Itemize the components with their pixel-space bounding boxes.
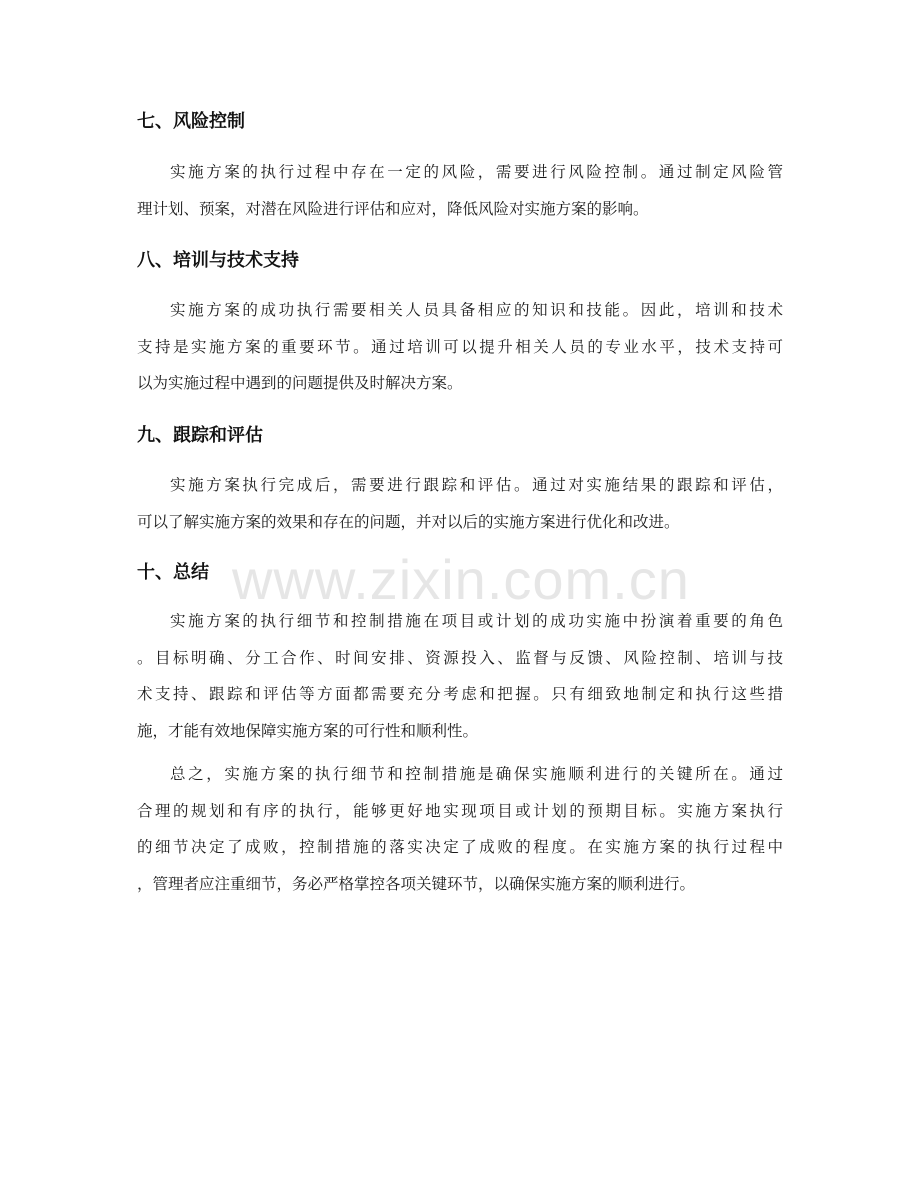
paragraph-risk-control — [137, 154, 783, 227]
paragraph-line: 的细节决定了成败，控制措施的落实决定了成败的程度。在实施方案的执行过程中 — [137, 838, 783, 856]
paragraph-line: 合理的规划和有序的执行，能够更好地实现项目或计划的预期目标。实施方案执行 — [137, 801, 783, 820]
section-heading-summary: 十、总结 — [137, 562, 209, 583]
paragraph-training — [137, 292, 783, 402]
paragraph-line: 理计划、预案，对潜在风险进行评估和应对，降低风险对实施方案的影响。 — [137, 199, 649, 218]
paragraph-summary-2 — [137, 756, 783, 902]
paragraph-line: 可以了解实施方案的效果和存在的问题，并对以后的实施方案进行优化和改进。 — [137, 512, 680, 531]
section-heading-training: 八、培训与技术支持 — [137, 250, 299, 271]
paragraph-line: 实施方案的执行细节和控制措施在项目或计划的成功实施中扮演着重要的角色 — [170, 612, 783, 630]
section-heading-risk-control: 七、风险控制 — [137, 111, 245, 132]
paragraph-line: 实施方案执行完成后，需要进行跟踪和评估。通过对实施结果的跟踪和评估， — [170, 476, 783, 494]
paragraph-line: 。目标明确、分工合作、时间安排、资源投入、监督与反馈、风险控制、培训与技 — [137, 648, 783, 667]
paragraph-line: 术支持、跟踪和评估等方面都需要充分考虑和把握。只有细致地制定和执行这些措 — [137, 685, 783, 703]
paragraph-line: ，管理者应注重细节，务必严格掌控各项关键环节，以确保实施方案的顺利进行。 — [137, 874, 696, 893]
paragraph-line: 实施方案的成功执行需要相关人员具备相应的知识和技能。因此，培训和技术 — [170, 301, 783, 319]
paragraph-line: 支持是实施方案的重要环节。通过培训可以提升相关人员的专业水平，技术支持可 — [137, 337, 783, 356]
paragraph-line: 施，才能有效地保障实施方案的可行性和顺利性。 — [137, 721, 479, 740]
watermark: www.zixin.com.cn — [232, 548, 690, 611]
section-heading-tracking: 九、跟踪和评估 — [137, 425, 263, 446]
paragraph-line: 实施方案的执行过程中存在一定的风险，需要进行风险控制。通过制定风险管 — [170, 163, 783, 181]
paragraph-tracking — [137, 467, 783, 540]
paragraph-line: 总之，实施方案的执行细节和控制措施是确保实施顺利进行的关键所在。通过 — [170, 765, 783, 783]
paragraph-summary-1 — [137, 603, 783, 749]
paragraph-line: 以为实施过程中遇到的问题提供及时解决方案。 — [137, 374, 463, 392]
